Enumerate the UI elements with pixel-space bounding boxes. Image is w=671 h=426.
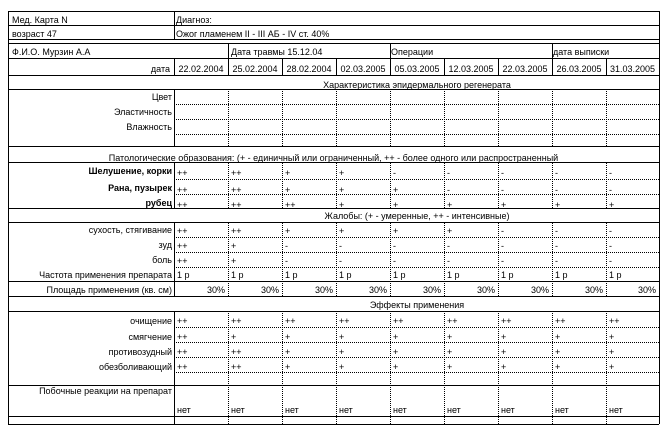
section-line (8, 162, 659, 163)
row-dotted-line (174, 134, 659, 135)
column-dotted-line (228, 222, 229, 296)
complaint-cell: - (447, 241, 450, 251)
effect-cell: + (393, 332, 399, 342)
effect-cell: ++ (555, 316, 566, 326)
table-right-border (659, 11, 660, 424)
regeneration-row-label: Эластичность (113, 107, 172, 117)
effect-cell: + (501, 332, 507, 342)
column-dotted-line (606, 89, 607, 146)
section-effects: Эффекты применения (369, 300, 465, 310)
complaint-cell: + (339, 226, 345, 236)
row-dotted-line (174, 342, 659, 343)
pathology-row-label: Шелушение, корки (88, 166, 172, 176)
label-column-border (174, 222, 175, 296)
pathology-cell: ++ (177, 200, 188, 210)
header-line (8, 39, 659, 40)
area-cell: 30% (260, 285, 279, 295)
header-divider (552, 43, 553, 58)
column-dotted-line (336, 89, 337, 146)
header-divider (228, 43, 229, 58)
section-line (8, 146, 659, 147)
effect-cell: ++ (231, 316, 242, 326)
section-regeneration: Характеристика эпидермального регенерата (323, 80, 511, 90)
pathology-cell: ++ (285, 200, 296, 210)
pathology-cell: + (285, 168, 291, 178)
effect-cell: + (285, 332, 291, 342)
effect-row-label: противозудный (108, 347, 172, 357)
row-dotted-line (174, 372, 659, 373)
row-dotted-line (174, 327, 659, 328)
complaint-cell: ++ (177, 241, 188, 251)
effect-cell: + (393, 362, 399, 372)
column-dotted-line (659, 89, 660, 146)
injury-date: Дата травмы 15.12.04 (231, 47, 323, 57)
complaint-cell: - (393, 256, 396, 266)
complaint-cell: + (393, 226, 399, 236)
effect-cell: + (555, 332, 561, 342)
pathology-row-label: Рана, пузырек (108, 183, 172, 193)
date-cell: 26.03.2005 (556, 64, 602, 74)
effect-cell: + (501, 362, 507, 372)
column-dotted-line (336, 222, 337, 296)
row-dotted-line (174, 252, 659, 253)
complaint-cell: - (555, 256, 558, 266)
effect-cell: ++ (609, 316, 620, 326)
side-effects-cell: нет (393, 405, 407, 415)
operations-label: Операции (391, 47, 434, 57)
section-line (8, 222, 659, 223)
table-bottom-border (8, 424, 659, 425)
effect-cell: ++ (231, 347, 242, 357)
effect-cell: + (285, 347, 291, 357)
area-cell: 30% (637, 285, 656, 295)
column-dotted-line (606, 162, 607, 208)
column-dotted-line (552, 162, 553, 208)
effect-cell: + (609, 347, 615, 357)
effect-cell: + (339, 362, 345, 372)
column-dotted-line (282, 89, 283, 146)
side-effects-cell: нет (231, 405, 245, 415)
complaint-cell: - (285, 256, 288, 266)
section-line (8, 416, 659, 417)
column-dotted-line (390, 311, 391, 424)
column-dotted-line (228, 89, 229, 146)
column-dotted-line (552, 311, 553, 424)
area-cell: 30% (206, 285, 225, 295)
frequency-cell: 1 р (393, 270, 406, 280)
pathology-cell: - (447, 168, 450, 178)
column-dotted-line (606, 222, 607, 296)
date-cell: 02.03.2005 (340, 64, 386, 74)
date-cell: 12.03.2005 (448, 64, 494, 74)
frequency-cell: 1 р (339, 270, 352, 280)
column-dotted-line (498, 89, 499, 146)
pathology-cell: + (285, 185, 291, 195)
complaint-cell: - (393, 241, 396, 251)
column-dotted-line (390, 162, 391, 208)
pathology-cell: ++ (231, 185, 242, 195)
label-column-border (174, 311, 175, 424)
label-column-border (174, 89, 175, 146)
pathology-cell: ++ (231, 168, 242, 178)
regeneration-row-label: Цвет (151, 92, 172, 102)
complaint-cell: - (555, 226, 558, 236)
column-dotted-line (498, 222, 499, 296)
diagnosis-value: Ожог пламенем II - III АБ - IV ст. 40% (176, 29, 330, 39)
row-dotted-line (174, 179, 659, 180)
side-effects-cell: нет (447, 405, 461, 415)
frequency-cell: 1 р (177, 270, 190, 280)
pathology-cell: - (501, 168, 504, 178)
date-cell: 31.03.2005 (609, 64, 656, 74)
pathology-cell: - (609, 168, 612, 178)
effect-cell: ++ (285, 316, 296, 326)
area-cell: 30% (368, 285, 387, 295)
pathology-cell: ++ (177, 168, 188, 178)
column-dotted-line (282, 311, 283, 424)
complaint-row-label: зуд (158, 240, 172, 250)
section-line (8, 296, 659, 297)
row-dotted-line (174, 194, 659, 195)
date-cell: 25.02.2004 (232, 64, 278, 74)
column-dotted-line (444, 222, 445, 296)
pathology-cell: - (609, 185, 612, 195)
pathology-cell: + (393, 185, 399, 195)
patient-name: Ф.И.О. Мурзин А.А (12, 47, 91, 57)
complaint-cell: - (285, 241, 288, 251)
complaint-cell: - (447, 256, 450, 266)
label-column-border (174, 162, 175, 208)
complaint-cell: - (609, 256, 612, 266)
complaint-cell: ++ (177, 226, 188, 236)
effect-cell: ++ (339, 316, 350, 326)
effect-cell: ++ (501, 316, 512, 326)
pathology-cell: - (501, 185, 504, 195)
effect-cell: + (285, 362, 291, 372)
column-dotted-line (444, 162, 445, 208)
row-dotted-line (174, 104, 659, 105)
side-effects-cell: нет (339, 405, 353, 415)
complaint-cell: - (609, 226, 612, 236)
side-effects-cell: нет (285, 405, 299, 415)
card-number-label: Мед. Карта N (12, 15, 68, 25)
effect-cell: + (393, 347, 399, 357)
date-cell: 28.02.2004 (286, 64, 332, 74)
header-line (8, 58, 659, 59)
column-dotted-line (390, 89, 391, 146)
section-line (8, 89, 659, 90)
diagnosis-label: Диагноз: (176, 15, 212, 25)
effect-cell: + (339, 332, 345, 342)
effect-cell: ++ (393, 316, 404, 326)
pathology-cell: - (555, 185, 558, 195)
area-cell: 30% (584, 285, 603, 295)
complaint-cell: - (609, 241, 612, 251)
effect-cell: + (555, 362, 561, 372)
complaint-cell: - (555, 241, 558, 251)
complaint-cell: + (231, 256, 237, 266)
header-line (8, 43, 659, 44)
effect-cell: ++ (177, 332, 188, 342)
pathology-cell: - (555, 168, 558, 178)
area-row-label: Площадь применения (кв. см) (46, 285, 172, 295)
effect-cell: ++ (447, 316, 458, 326)
effect-cell: + (231, 332, 237, 342)
effect-row-label: очищение (130, 316, 172, 326)
effect-cell: + (447, 347, 453, 357)
date-row-bottom (8, 75, 659, 76)
frequency-row-label: Частота применения препарата (39, 270, 172, 280)
effect-cell: + (447, 332, 453, 342)
side-effects-cell: нет (501, 405, 515, 415)
effect-row-label: обезболивающий (98, 362, 172, 372)
pathology-cell: + (339, 200, 345, 210)
header-line (8, 25, 659, 26)
side-effects-cell: нет (609, 405, 623, 415)
pathology-cell: + (609, 200, 615, 210)
side-effects-label: Побочные реакции на препарат (39, 386, 172, 396)
effect-cell: + (609, 332, 615, 342)
regeneration-row-label: Влажность (126, 122, 172, 132)
complaint-cell: - (339, 256, 342, 266)
section-line (8, 311, 659, 312)
effect-cell: ++ (177, 316, 188, 326)
side-effects-cell: нет (555, 405, 569, 415)
complaint-cell: ++ (177, 256, 188, 266)
pathology-cell: + (339, 185, 345, 195)
column-dotted-line (228, 162, 229, 208)
frequency-cell: 1 р (231, 270, 244, 280)
complaint-cell: ++ (231, 226, 242, 236)
column-dotted-line (444, 89, 445, 146)
complaint-cell: + (447, 226, 453, 236)
header-divider (390, 43, 391, 58)
pathology-cell: + (447, 200, 453, 210)
area-cell: 30% (314, 285, 333, 295)
row-dotted-line (174, 237, 659, 238)
column-dotted-line (498, 311, 499, 424)
column-dotted-line (228, 311, 229, 424)
pathology-cell: + (339, 168, 345, 178)
column-dotted-line (282, 162, 283, 208)
complaint-cell: + (231, 241, 237, 251)
effect-cell: + (501, 347, 507, 357)
column-dotted-line (444, 311, 445, 424)
column-dotted-line (552, 222, 553, 296)
pathology-cell: + (555, 200, 561, 210)
pathology-cell: + (393, 200, 399, 210)
date-cell: 22.02.2004 (178, 64, 224, 74)
section-line (8, 281, 659, 282)
area-cell: 30% (422, 285, 441, 295)
complaint-cell: - (501, 241, 504, 251)
effect-cell: ++ (177, 362, 188, 372)
header-divider (174, 11, 175, 39)
effect-cell: + (447, 362, 453, 372)
row-dotted-line (174, 267, 659, 268)
header-top-border (8, 11, 659, 12)
section-complaints: Жалобы: (+ - умеренные, ++ - интенсивные) (324, 211, 510, 221)
column-dotted-line (282, 222, 283, 296)
effect-cell: + (339, 347, 345, 357)
effect-cell: ++ (231, 362, 242, 372)
column-dotted-line (606, 311, 607, 424)
column-dotted-line (552, 89, 553, 146)
frequency-cell: 1 р (501, 270, 514, 280)
complaint-cell: - (501, 256, 504, 266)
row-dotted-line (174, 357, 659, 358)
side-effects-cell: нет (177, 405, 191, 415)
column-dotted-line (336, 162, 337, 208)
area-cell: 30% (530, 285, 549, 295)
complaint-cell: + (285, 226, 291, 236)
effect-row-label: смягчение (128, 332, 172, 342)
complaint-row-label: сухость, стягивание (88, 225, 172, 235)
complaint-row-label: боль (152, 255, 172, 265)
age-label: возраст 47 (12, 29, 57, 39)
section-pathology: Патологические образования: (+ - единичный или ограниченный, ++ - более одного или распространенный (108, 153, 559, 163)
section-line (8, 208, 659, 209)
discharge-label: дата выписки (553, 47, 610, 57)
pathology-cell: ++ (231, 200, 242, 210)
date-row-label: дата (150, 64, 170, 74)
column-dotted-line (498, 162, 499, 208)
pathology-cell: - (447, 185, 450, 195)
area-cell: 30% (476, 285, 495, 295)
frequency-cell: 1 р (447, 270, 460, 280)
pathology-row-label: рубец (145, 198, 172, 208)
column-dotted-line (336, 311, 337, 424)
date-cell: 05.03.2005 (394, 64, 440, 74)
pathology-cell: - (393, 168, 396, 178)
effect-cell: + (555, 347, 561, 357)
pathology-cell: ++ (177, 185, 188, 195)
table-left-border (8, 11, 9, 424)
date-cell: 22.03.2005 (502, 64, 548, 74)
frequency-cell: 1 р (555, 270, 568, 280)
column-dotted-line (390, 222, 391, 296)
effect-cell: + (609, 362, 615, 372)
complaint-cell: - (339, 241, 342, 251)
complaint-cell: - (501, 226, 504, 236)
frequency-cell: 1 р (285, 270, 298, 280)
effect-cell: ++ (177, 347, 188, 357)
row-dotted-line (174, 119, 659, 120)
pathology-cell: + (501, 200, 507, 210)
frequency-cell: 1 р (609, 270, 622, 280)
